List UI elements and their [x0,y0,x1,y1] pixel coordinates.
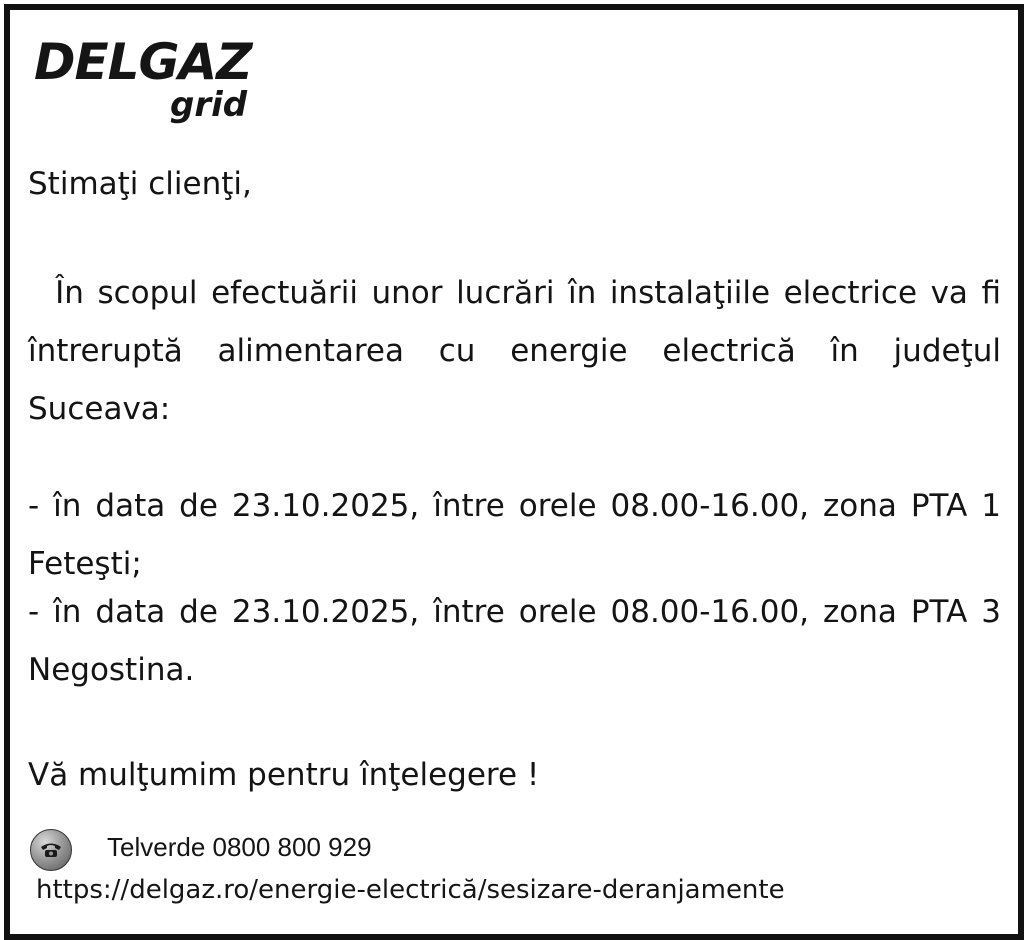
greeting-text: Stimaţi clienţi, [28,166,252,202]
report-outage-link[interactable]: https://delgaz.ro/energie-electrică/sesizare-deranjamente [36,875,785,905]
intro-paragraph: În scopul efectuării unor lucrări în instalaţiile electrice va fi întreruptă alimentarea cu energie electrică în judeţul Suceava: [28,275,1011,427]
delgaz-grid-logo [34,34,274,126]
outage-item-1: - în data de 23.10.2025, între orele 08.00-16.00, zona PTA 1 Feteşti; [28,488,1001,582]
thanks-text: Vă mulţumim pentru înţelegere ! [28,757,540,793]
telverde-phone-number[interactable]: Telverde 0800 800 929 [107,832,372,862]
outage-item-2: - în data de 23.10.2025, între orele 08.00-16.00, zona PTA 3 Negostina. [28,594,1001,688]
logo-sub-text: grid [170,85,248,125]
logo-brand-text: DELGAZ [34,33,252,91]
telephone-icon [30,829,72,871]
contact-line [30,825,930,875]
